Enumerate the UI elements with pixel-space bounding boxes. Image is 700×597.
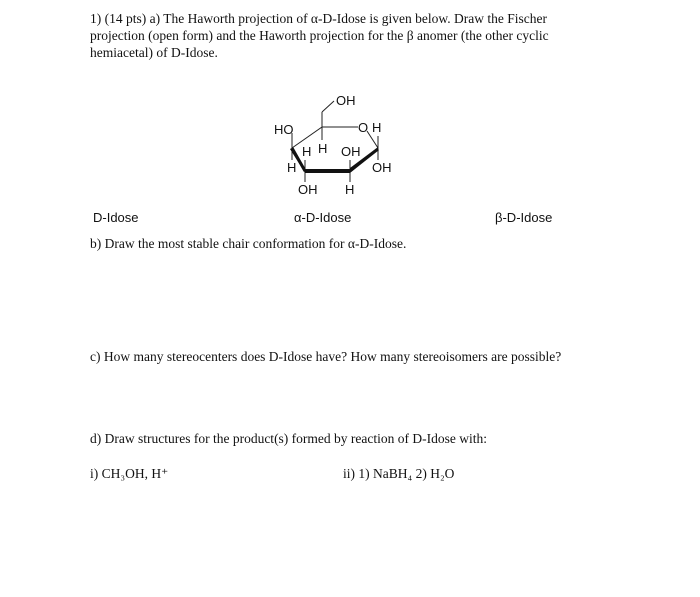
label-h-c3: H [302, 144, 312, 159]
part-d-i: i) CH₃OH, H⁺ [90, 466, 169, 481]
label-ho-c4: HO [274, 122, 294, 137]
label-h-c4: H [287, 160, 297, 175]
part-b: b) Draw the most stable chair conformation for α-D-Idose. [90, 236, 407, 251]
label-oh-top: OH [336, 93, 356, 108]
label-beta-d-idose: β-D-Idose [495, 210, 553, 225]
label-h-c2: H [345, 182, 355, 197]
part-c: c) How many stereocenters does D-Idose have? How many stereoisomers are possible? [90, 349, 562, 364]
part-d-ii: ii) 1) NaBH₄ 2) H₂O [343, 466, 455, 481]
label-h-c1: H [372, 120, 382, 135]
question-1-intro: 1) (14 pts) a) The Haworth projection of α-D-Idose is given below. Draw the Fischer projection (open form) and the Haworth projection for the β anomer (the other cyclic hemiacetal) of D-Idose. [90, 11, 549, 60]
label-alpha-d-idose: α-D-Idose [294, 210, 352, 225]
part-d: d) Draw structures for the product(s) formed by reaction of D-Idose with: [90, 431, 487, 446]
label-ring-o: O [358, 120, 369, 135]
label-oh-c3: OH [298, 182, 318, 197]
label-oh-c2: OH [341, 144, 361, 159]
label-oh-c1: OH [372, 160, 392, 175]
label-d-idose: D-Idose [93, 210, 139, 225]
label-h-c5: H [318, 141, 328, 156]
bond-ch2-oh [322, 101, 334, 112]
